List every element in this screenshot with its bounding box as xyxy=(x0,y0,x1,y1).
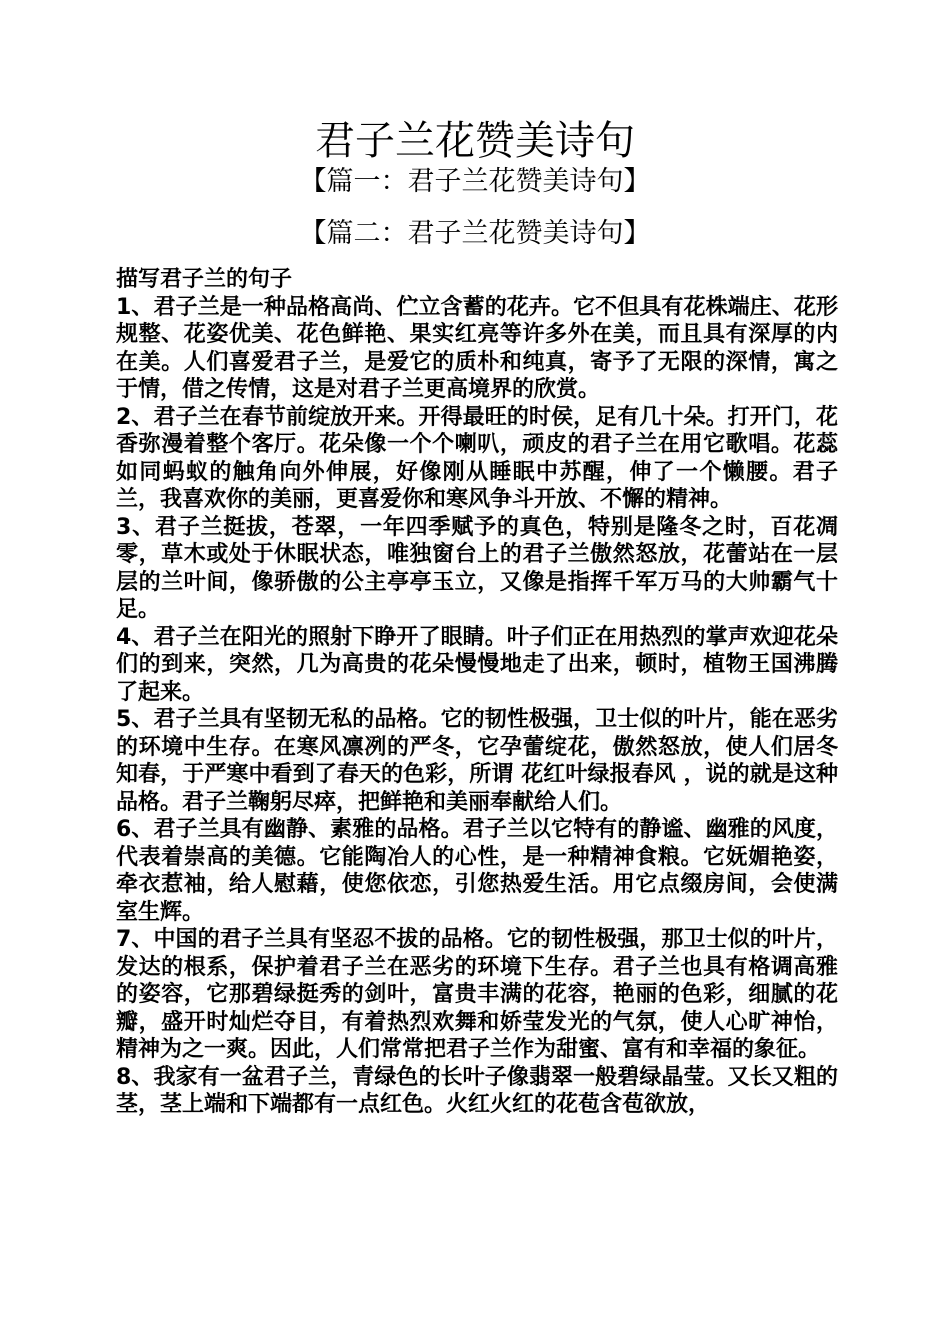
section-heading-2: 【篇二：君子兰花赞美诗句】 xyxy=(299,218,651,249)
paragraph-1: 1、君子兰是一种品格高尚、伫立含蓄的花卉。它不但具有花株端庄、花形规整、花姿优美、花色鲜艳、果实红亮等许多外在美，而且具有深厚的内在美。人们喜爱君子兰，是爱它的质朴和纯真，寄予了无限的深情，寓之于情，借之传情，这是对君子兰更高境界的欣赏。 xyxy=(116,294,838,402)
paragraph-4: 4、君子兰在阳光的照射下睁开了眼睛。叶子们正在用热烈的掌声欢迎花朵们的到来，突然，几为高贵的花朵慢慢地走了出来，顿时，植物王国沸腾了起来。 xyxy=(116,624,838,705)
paragraph-6: 6、君子兰具有幽静、素雅的品格。君子兰以它特有的静谧、幽雅的风度，代表着崇高的美德。它能陶冶人的心性，是一种精神食粮。它妩媚艳姿，牵衣惹袖，给人慰藉，使您依恋，引您热爱生活。用它点缀房间，会使满室生辉。 xyxy=(116,817,838,925)
paragraph-8: 8、我家有一盆君子兰，青绿色的长叶子像翡翠一般碧绿晶莹。又长又粗的茎，茎上端和下端都有一点红色。火红火红的花苞含苞欲放， xyxy=(116,1064,838,1117)
subheading: 描写君子兰的句子 xyxy=(116,267,293,292)
article-body xyxy=(116,266,838,1119)
paragraph-5: 5、君子兰具有坚韧无私的品格。它的韧性极强，卫士似的叶片，能在恶劣的环境中生存。在寒风凛冽的严冬，它孕蕾绽花，傲然怒放，使人们居冬知春，于严寒中看到了春天的色彩，所谓 花红叶绿报春风 ，说的就是这种品格。君子兰鞠躬尽瘁，把鲜艳和美丽奉献给人们。 xyxy=(116,707,838,815)
paragraph-3: 3、君子兰挺拔，苍翠，一年四季赋予的真色，特别是隆冬之时，百花凋零，草木或处于休眠状态，唯独窗台上的君子兰傲然怒放，花蕾站在一层层的兰叶间，像骄傲的公主亭亭玉立，又像是指挥千军万马的大帅霸气十足。 xyxy=(116,514,838,622)
page-title: 君子兰花赞美诗句 xyxy=(315,118,635,164)
paragraph-7: 7、中国的君子兰具有坚忍不拔的品格。它的韧性极强，那卫士似的叶片，发达的根系，保护着君子兰在恶劣的环境下生存。君子兰也具有格调高雅的姿容，它那碧绿挺秀的剑叶，富贵丰满的花容，艳丽的色彩，细腻的花瓣，盛开时灿烂夺目，有着热烈欢舞和娇莹发光的气氛，使人心旷神怡，精神为之一爽。因此，人们常常把君子兰作为甜蜜、富有和幸福的象征。 xyxy=(116,927,838,1062)
section-heading-1: 【篇一：君子兰花赞美诗句】 xyxy=(299,166,651,197)
paragraph-2: 2、君子兰在春节前绽放开来。开得最旺的时侯，足有几十朵。打开门，花香弥漫着整个客厅。花朵像一个个喇叭，顽皮的君子兰在用它歌唱。花蕊如同蚂蚁的触角向外伸展，好像刚从睡眠中苏醒，伸了一个懒腰。君子兰，我喜欢你的美丽，更喜爱你和寒风争斗开放、不懈的精神。 xyxy=(116,404,838,512)
